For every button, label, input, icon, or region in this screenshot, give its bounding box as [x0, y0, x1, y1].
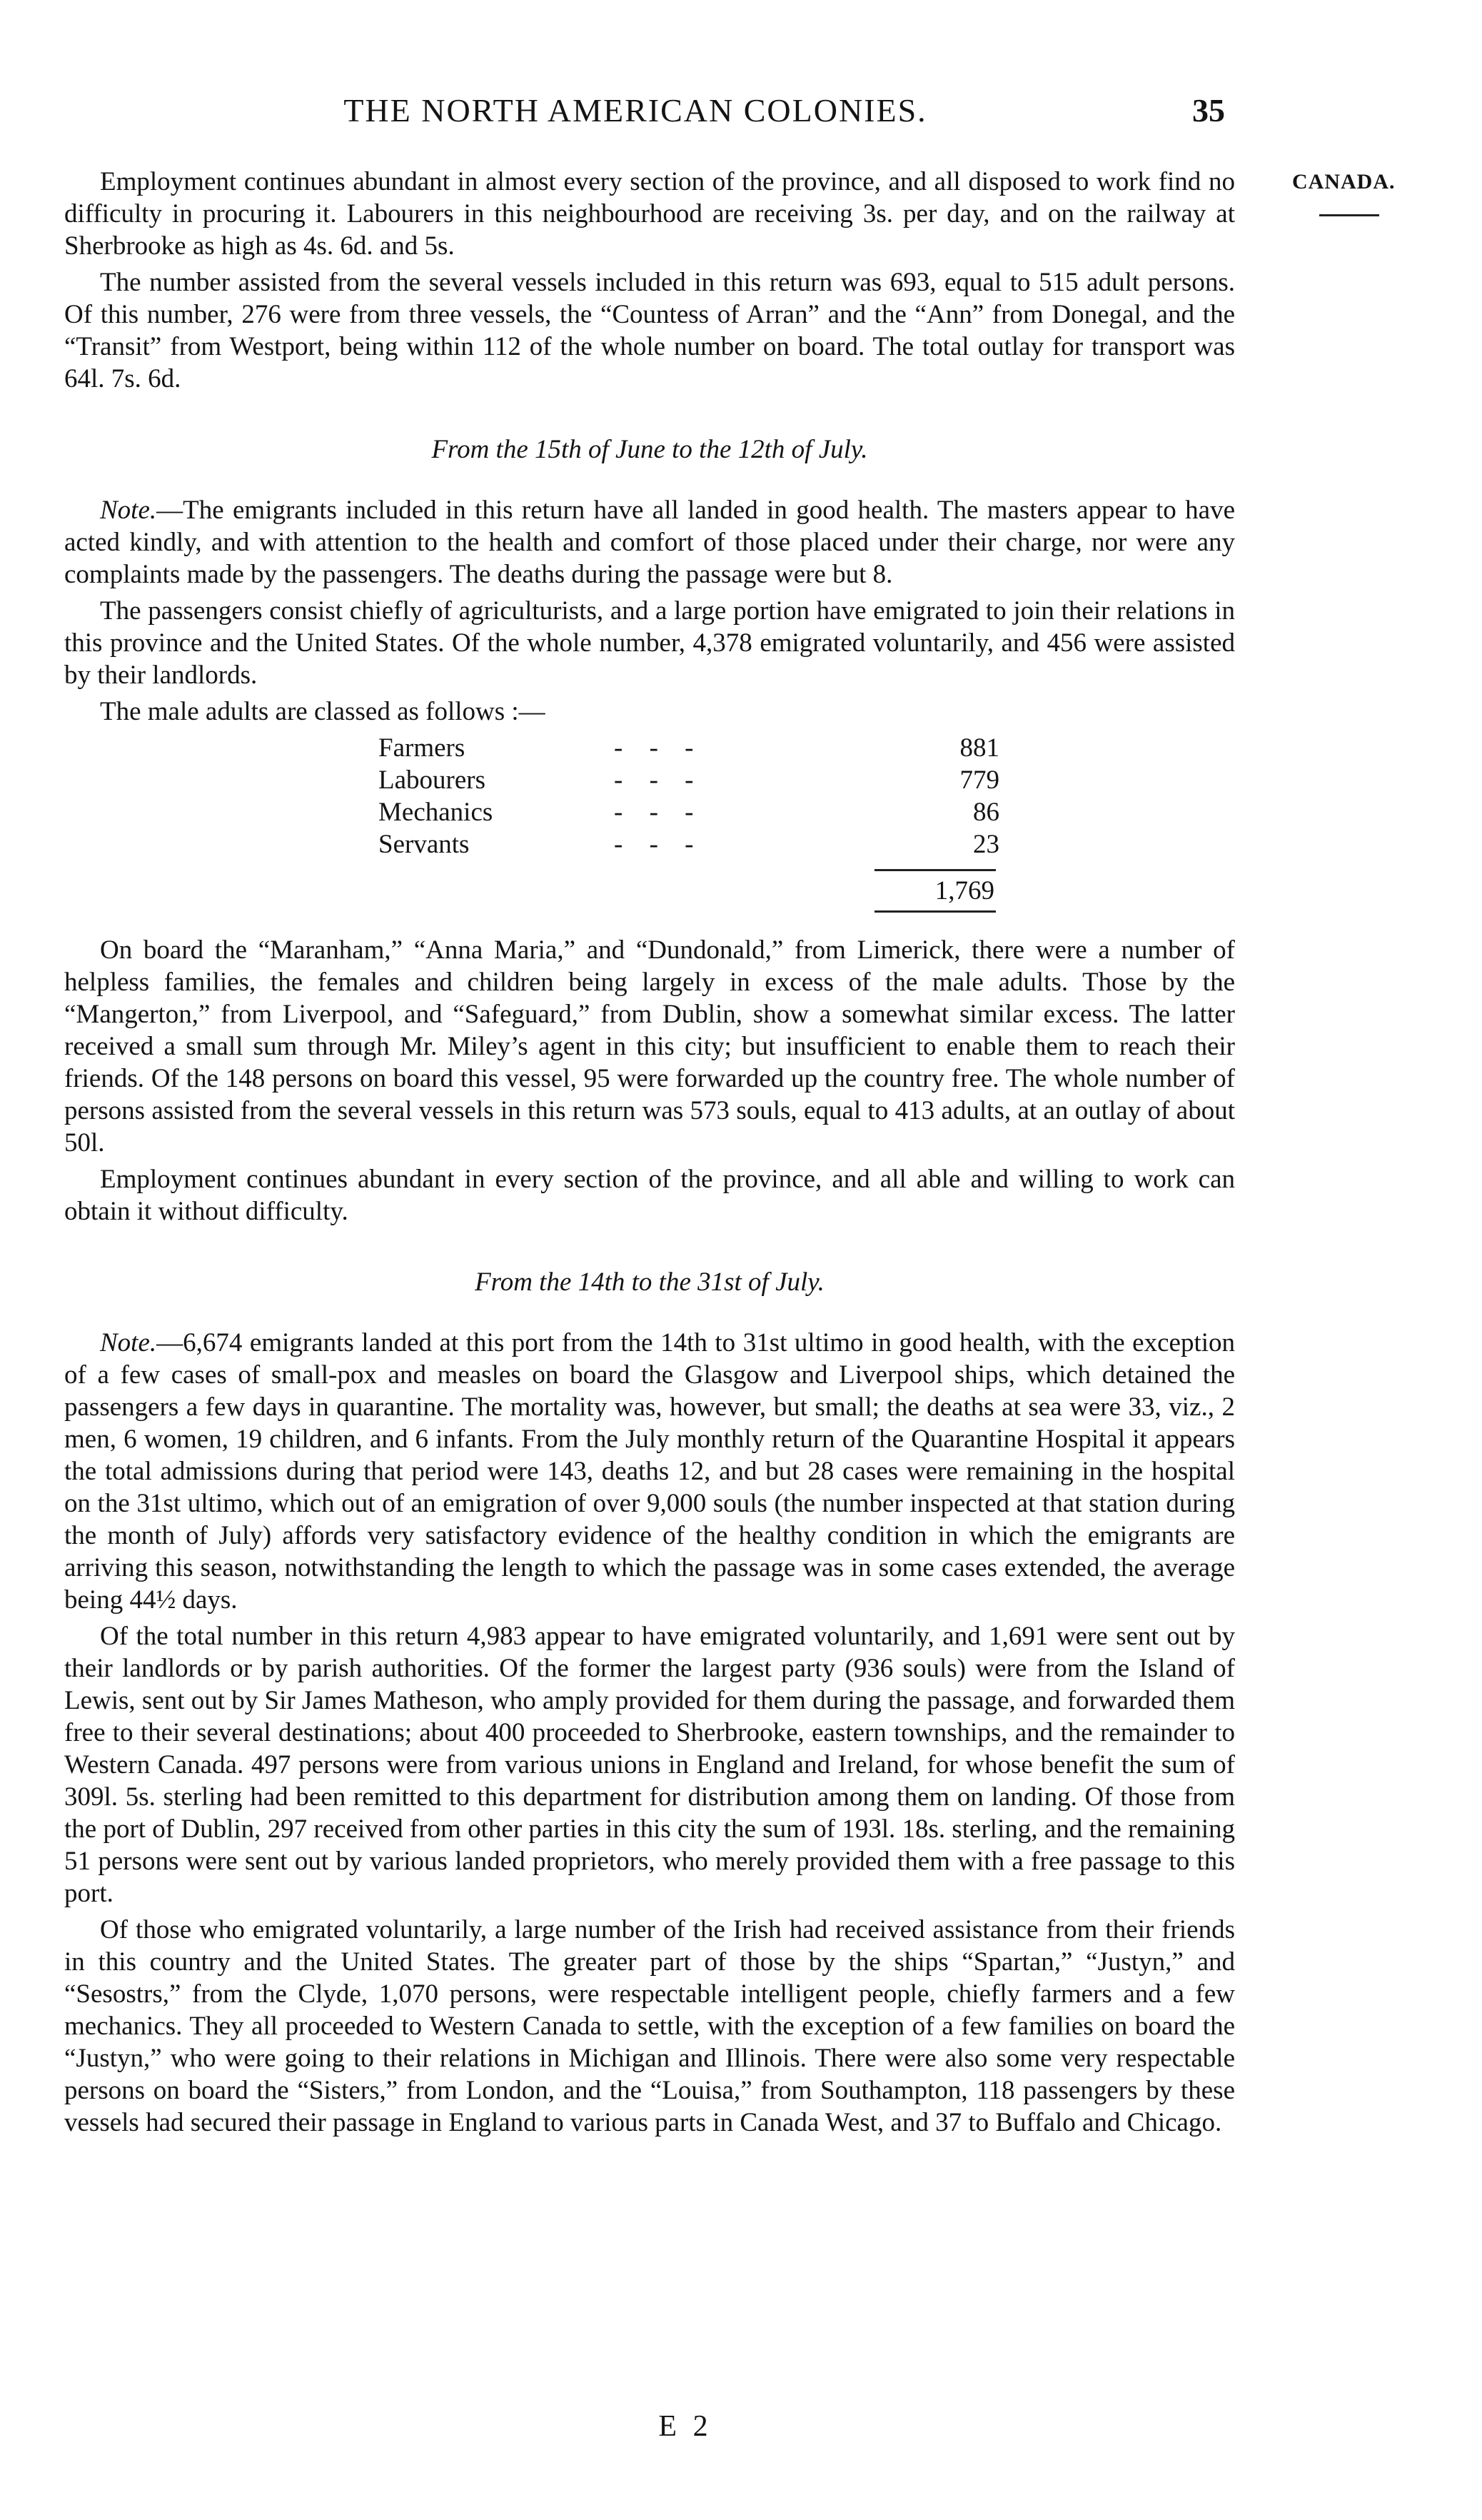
note-text: —6,674 emigrants landed at this port from the 14th to 31st ultimo in good health, with the exception of a few cases of small-pox and measles on board the Glasgow and Liverpool ships, which detained the passengers a few days in quarantine. The mortality was, however, but small; the deaths at sea were 33, viz., 2 men, 6 women, 19 children, and 6 infants. From the July monthly return of the Quarantine Hospital it appears the total admissions during that period were 143, deaths 12, and but 28 cases were remaining in the hospital on the 31st ultimo, which out of an emigration of over 9,000 souls (the number inspected at that station during the month of July) affords very satisfactory evidence of the healthy condition in which the emigrants are arriving this season, notwithstanding the length to which the passage was in some cases extended, the average being 44½ days. [64, 1328, 1235, 1615]
note-text: —The emigrants included in this return have all landed in good health. The masters appear to have acted kindly, and with attention to the health and comfort of those placed under their charge, nor were any complaints made by the passengers. The deaths during the passage were but 8. [64, 496, 1235, 589]
paragraph: Of those who emigrated voluntarily, a large number of the Irish had received assistance from their friends in this country and the United States. The greater part of those by the ships “Spartan,” “Justyn,” and “Sesostrs,” from the Clyde, 1,070 persons, were respectable intelligent people, chiefly farmers and a few mechanics. They all proceeded to Western Canada to settle, with the exception of a few families on board the “Justyn,” who were going to their relations in Michigan and Illinois. There were also some very respectable persons on board the “Sisters,” from London, and the “Louisa,” from Southampton, 118 passengers by these vessels had secured their passage in England to various parts in Canada West, and 37 to Buffalo and Chicago. [64, 1915, 1235, 2137]
margin-note: CANADA. [1292, 170, 1396, 194]
list-item-value: 779 [959, 765, 999, 795]
list-item [378, 764, 999, 796]
list-item [378, 732, 999, 764]
list-item [378, 796, 999, 828]
total-rule-bottom [874, 910, 996, 913]
running-title: THE NORTH AMERICAN COLONIES. [343, 92, 927, 129]
total-block [832, 869, 1003, 913]
list-item [378, 828, 999, 860]
section-heading: From the 14th to the 31st of July. [475, 1267, 825, 1297]
paragraph [64, 494, 1235, 591]
signature-mark: E 2 [658, 2410, 712, 2443]
paragraph: The number assisted from the several vessels included in this return was 693, equal to 515 adult persons. Of this number, 276 were from three vessels, the “Countess of Arran” and the “Ann” from Donegal, and the “Transit” from Westport, being within 112 of the whole number on board. The total outlay for transport was 64l. 7s. 6d. [64, 268, 1235, 393]
list-item-label: Farmers [378, 733, 465, 763]
note-label: Note. [100, 496, 157, 525]
list-item-label: Mechanics [378, 798, 493, 827]
paragraph: Of the total number in this return 4,983 appear to have emigrated voluntarily, and 1,691 were sent out by their landlords or by parish authorities. Of the former the largest party (936 souls) were from the Island of Lewis, sent out by Sir James Matheson, who amply provided for them during the passage, and forwarded them free to their several destinations; about 400 proceeded to Sherbrooke, eastern townships, and the remainder to Western Canada. 497 persons were from various unions in England and Ireland, for whose benefit the sum of 309l. 5s. sterling had been remitted to this department for distribution among them on landing. Of those from the port of Dublin, 297 received from other parties in this city the sum of 193l. 18s. sterling, and the remaining 51 persons were sent out by various landed proprietors, who merely provided them with a free passage to this port. [64, 1622, 1235, 1908]
paragraph: The male adults are classed as follows :— [100, 697, 545, 726]
classification-list [378, 732, 999, 860]
list-item-dashes: - - - [614, 733, 704, 763]
paragraph: On board the “Maranham,” “Anna Maria,” and “Dundonald,” from Limerick, there were a number of helpless families, the females and children being largely in excess of the male adults. Those by the “Mangerton,” from Liverpool, and “Safeguard,” from Dublin, show a somewhat similar excess. The latter received a small sum through Mr. Miley’s agent in this city; but insufficient to enable them to reach their friends. Of the 148 persons on board this vessel, 95 were forwarded up the country free. The whole number of persons assisted from the several vessels in this return was 573 souls, equal to 413 adults, at an outlay of about 50l. [64, 935, 1235, 1158]
body-text [64, 166, 1235, 2143]
total-value: 1,769 [934, 876, 994, 905]
paragraph: Employment continues abundant in almost every section of the province, and all disposed to work find no difficulty in procuring it. Labourers in this neighbourhood are receiving 3s. per day, and on the railway at Sherbrooke as high as 4s. 6d. and 5s. [64, 167, 1235, 261]
margin-rule [1319, 214, 1379, 216]
paragraph: Employment continues abundant in every section of the province, and all able and willing to work can obtain it without difficulty. [64, 1165, 1235, 1226]
list-item-dashes: - - - [614, 830, 704, 859]
note-label: Note. [100, 1328, 157, 1357]
paragraph: The passengers consist chiefly of agriculturists, and a large portion have emigrated to join their relations in this province and the United States. Of the whole number, 4,378 emigrated voluntarily, and 456 were assisted by their landlords. [64, 596, 1235, 690]
paragraph [64, 1327, 1235, 1616]
section-heading: From the 15th of June to the 12th of July. [431, 435, 868, 464]
list-item-value: 881 [959, 733, 999, 763]
page-number: 35 [1192, 92, 1225, 129]
list-item-value: 86 [973, 798, 999, 827]
list-item-label: Labourers [378, 765, 485, 795]
list-item-dashes: - - - [614, 798, 704, 827]
list-item-dashes: - - - [614, 765, 704, 795]
list-item-label: Servants [378, 830, 470, 859]
list-item-value: 23 [973, 830, 999, 859]
